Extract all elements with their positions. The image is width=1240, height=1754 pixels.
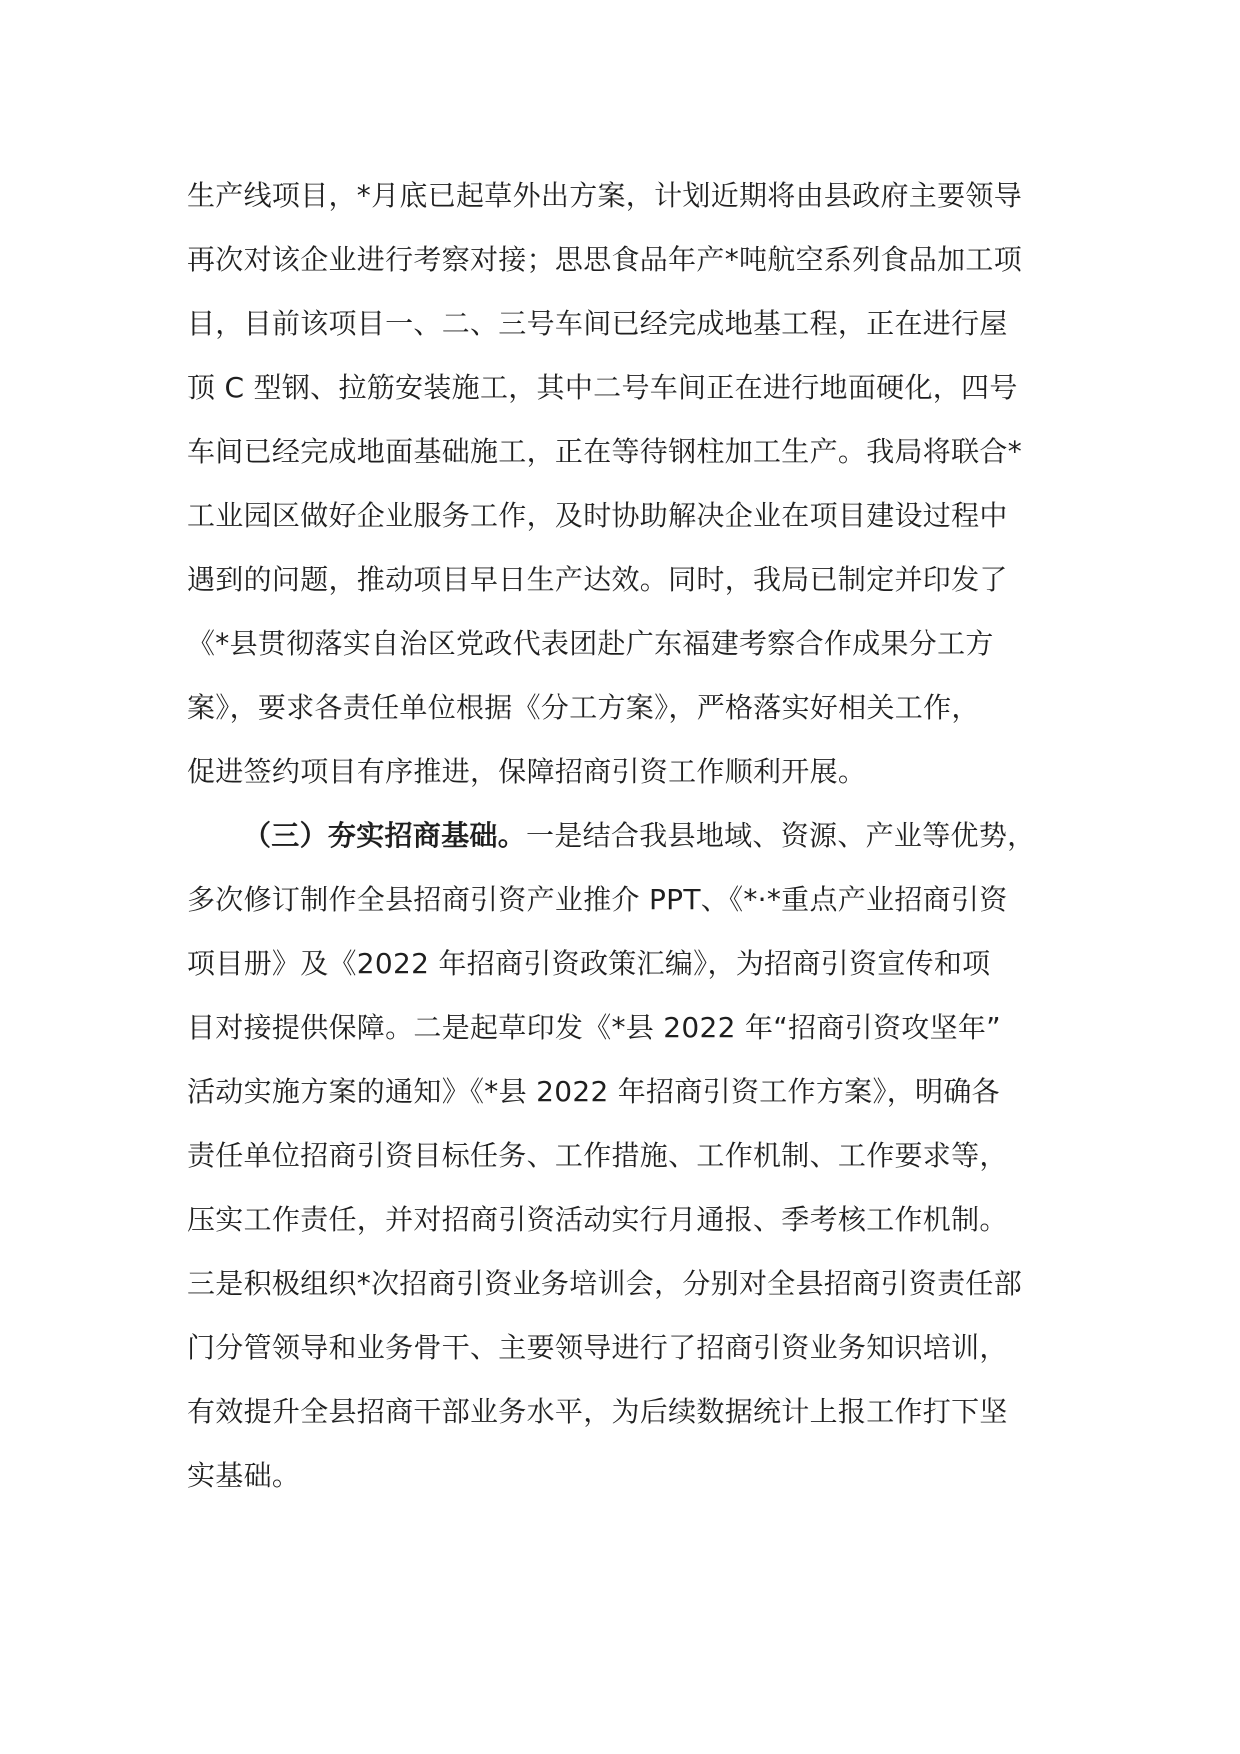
paragraph-line: 门分管领导和业务骨干、主要领导进行了招商引资业务知识培训， — [187, 1331, 1008, 1364]
paragraph-first-line — [187, 804, 1087, 868]
paragraph-line: 责任单位招商引资目标任务、工作措施、工作机制、工作要求等， — [187, 1139, 1008, 1172]
paragraph-line: 车间已经完成地面基础施工，正在等待钢柱加工生产。我局将联合* — [187, 435, 1023, 468]
paragraph-line: 目，目前该项目一、二、三号车间已经完成地基工程，正在进行屋 — [187, 307, 1008, 340]
paragraph-investment-foundation — [187, 804, 1087, 1508]
paragraph-line: 实基础。 — [187, 1459, 301, 1492]
paragraph-line: 遇到的问题，推动项目早日生产达效。同时，我局已制定并印发了 — [187, 563, 1008, 596]
paragraph-line: 案》，要求各责任单位根据《分工方案》，严格落实好相关工作， — [187, 691, 980, 724]
paragraph-line: 生产线项目，*月底已起草外出方案，计划近期将由县政府主要领导 — [187, 179, 1023, 212]
paragraph-line: 再次对该企业进行考察对接；思思食品年产*吨航空系列食品加工项 — [187, 243, 1023, 276]
paragraph-line: 有效提升全县招商干部业务水平，为后续数据统计上报工作打下坚 — [187, 1395, 1008, 1428]
paragraph-line: 顶 C 型钢、拉筋安装施工，其中二号车间正在进行地面硬化，四号 — [187, 371, 1018, 404]
paragraph-line-text: 一是结合我县地域、资源、产业等优势， — [526, 819, 1036, 852]
paragraph-line: 三是积极组织*次招商引资业务培训会，分别对全县招商引资责任部 — [187, 1267, 1023, 1300]
paragraph-line: 活动实施方案的通知》《*县 2022 年招商引资工作方案》，明确各 — [187, 1075, 1000, 1108]
paragraph-line: 工业园区做好企业服务工作，及时协助解决企业在项目建设过程中 — [187, 499, 1008, 532]
paragraph-line: 项目册》及《2022 年招商引资政策汇编》，为招商引资宣传和项 — [187, 947, 991, 980]
section-heading: （三）夯实招商基础。 — [243, 819, 527, 852]
paragraph-line: 目对接提供保障。二是起草印发《*县 2022 年“招商引资攻坚年” — [187, 1011, 1001, 1044]
paragraph-project-progress — [187, 164, 1087, 804]
paragraph-line: 促进签约项目有序推进，保障招商引资工作顺利开展。 — [187, 755, 867, 788]
paragraph-line: 压实工作责任，并对招商引资活动实行月通报、季考核工作机制。 — [187, 1203, 1008, 1236]
paragraph-line: 多次修订制作全县招商引资产业推介 PPT、《*·*重点产业招商引资 — [187, 883, 1008, 916]
paragraph-line: 《*县贯彻落实自治区党政代表团赴广东福建考察合作成果分工方 — [187, 627, 994, 660]
